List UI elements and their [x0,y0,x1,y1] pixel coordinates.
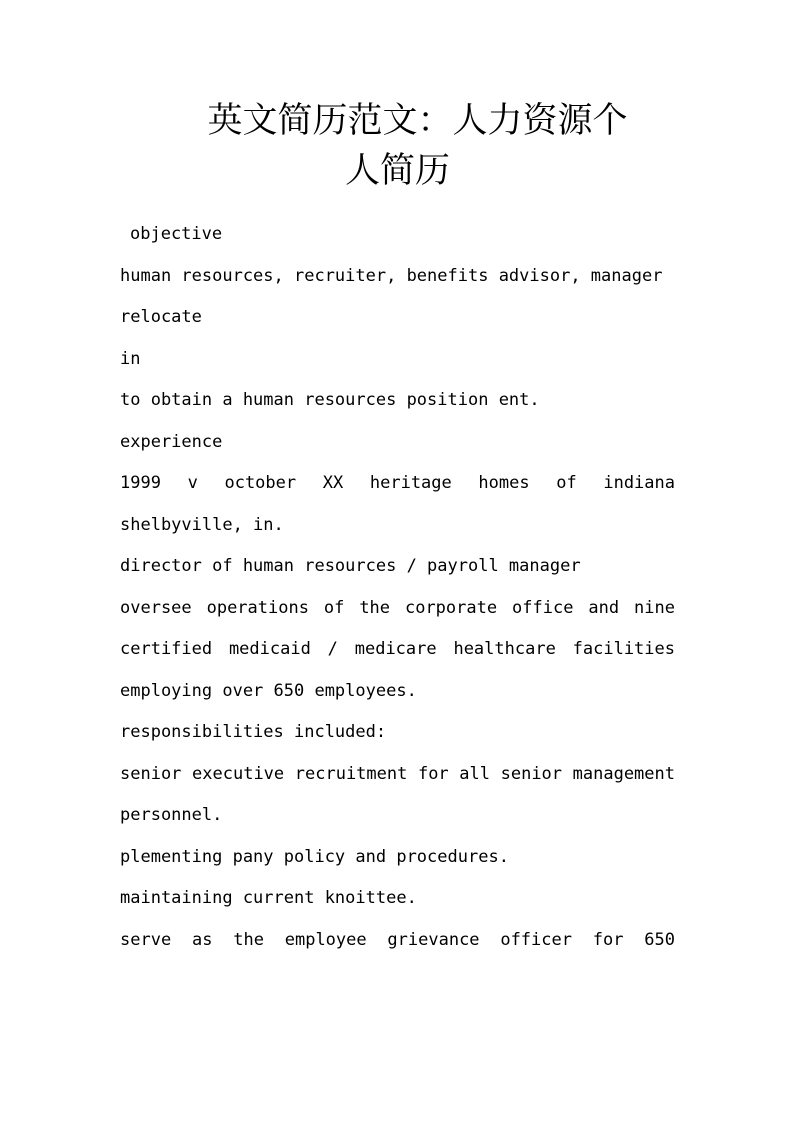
section-heading-experience: experience [120,431,223,452]
paragraph-operations: oversee operations of the corporate office and nine certified medicaid / medicare healthcare facilities employing over 650 employees. [120,597,675,701]
paragraph-relocate: relocate [120,307,202,327]
paragraph-committee: maintaining current knoittee. [120,888,417,908]
title-line-1: 英文简历范文：人力资源个 [207,101,628,141]
document-body [120,214,675,961]
document-title [120,96,675,196]
paragraph-job-title: director of human resources / payroll manager [120,556,581,576]
paragraph-grievance: serve as the employee grievance officer for 650 [120,929,675,950]
paragraph-responsibilities-heading: responsibilities included: [120,722,387,742]
paragraph-in: in [120,348,141,369]
paragraph-policy: plementing pany policy and procedures. [120,846,509,867]
title-line-2: 人简历 [344,151,450,191]
paragraph-employer: 1999 v october XX heritage homes of indiana shelbyville, in. [120,473,675,535]
paragraph-target-roles: human resources, recruiter, benefits advisor, manager [120,265,663,286]
paragraph-recruitment: senior executive recruitment for all senior management personnel. [120,763,675,825]
paragraph-goal: to obtain a human resources position ent. [120,390,540,410]
section-heading-objective: objective [130,224,223,244]
